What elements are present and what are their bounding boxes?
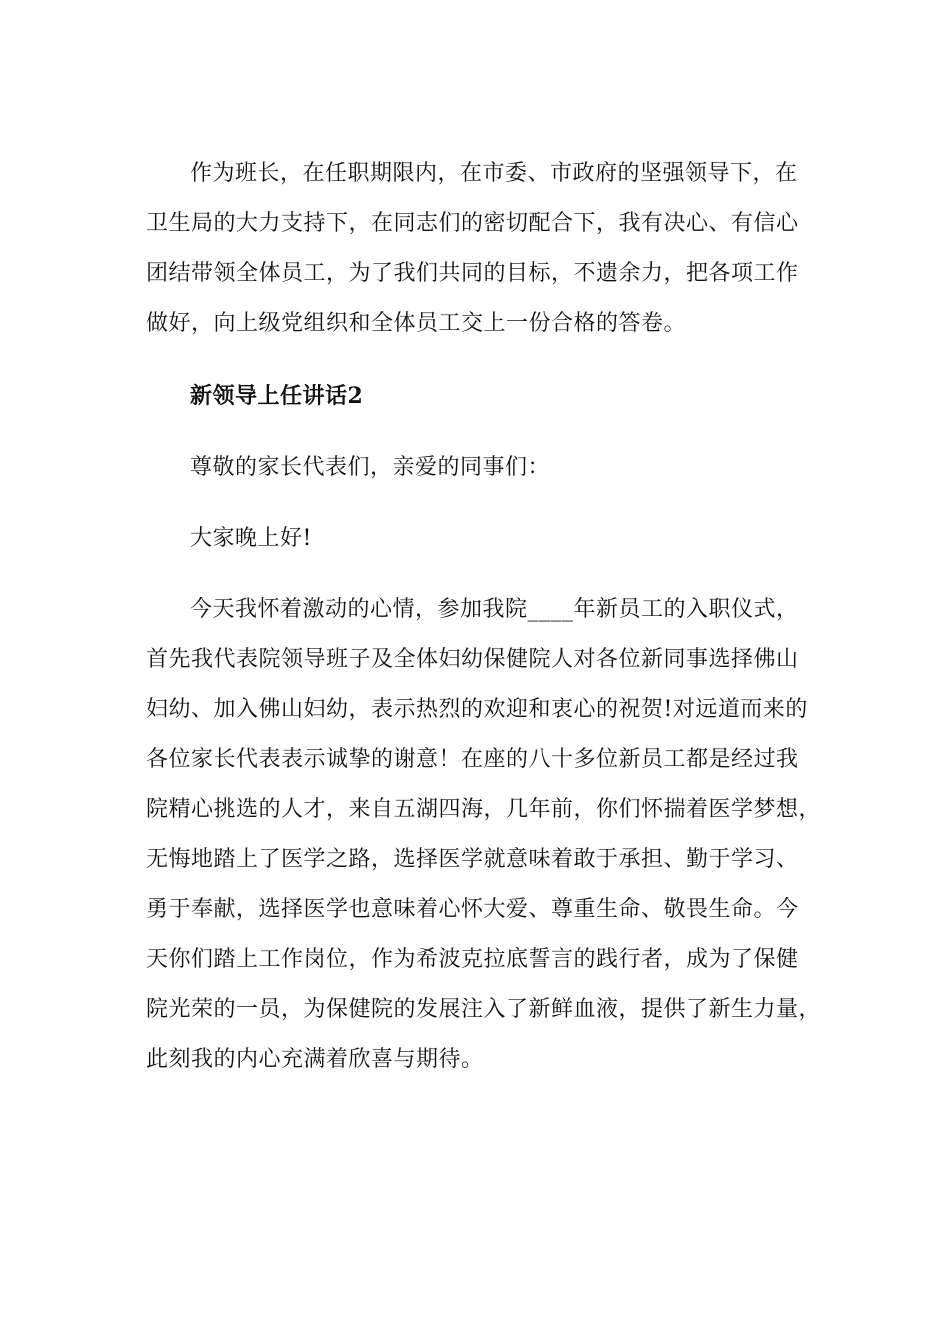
paragraph-2-line-6: 无悔地踏上了医学之路，选择医学就意味着敢于承担、勤于学习、 [146,847,799,872]
section-heading: 新领导上任讲话2 [190,383,364,409]
paragraph-2-line-1: 今天我怀着激动的心情，参加我院____年新员工的入职仪式， [190,597,799,622]
paragraph-1-line-2: 卫生局的大力支持下，在同志们的密切配合下，我有决心、有信心 [146,211,799,236]
paragraph-2-line-10: 此刻我的内心充满着欣喜与期待。 [146,1047,484,1072]
paragraph-2-line-8: 天你们踏上工作岗位，作为希波克拉底誓言的践行者，成为了保健 [146,947,799,972]
paragraph-2-line-9: 院光荣的一员，为保健院的发展注入了新鲜血液，提供了新生力量， [146,997,822,1022]
paragraph-2-line-7: 勇于奉献，选择医学也意味着心怀大爱、尊重生命、敬畏生命。今 [146,897,799,922]
paragraph-1-line-4: 做好，向上级党组织和全体员工交上一份合格的答卷。 [146,311,687,336]
paragraph-2-line-3: 妇幼、加入佛山妇幼，表示热烈的欢迎和衷心的祝贺!对远道而来的 [146,697,808,722]
salutation: 尊敬的家长代表们，亲爱的同事们： [190,455,551,480]
greeting: 大家晚上好! [190,526,312,551]
paragraph-1-line-1: 作为班长，在任职期限内，在市委、市政府的坚强领导下，在 [190,161,798,186]
paragraph-2-line-4: 各位家长代表表示诚挚的谢意！在座的八十多位新员工都是经过我 [146,747,799,772]
paragraph-2-line-2: 首先我代表院领导班子及全体妇幼保健院人对各位新同事选择佛山 [146,647,799,672]
paragraph-1-line-3: 团结带领全体员工，为了我们共同的目标，不遗余力，把各项工作 [146,261,799,286]
paragraph-2-line-5: 院精心挑选的人才，来自五湖四海，几年前，你们怀揣着医学梦想， [146,797,822,822]
